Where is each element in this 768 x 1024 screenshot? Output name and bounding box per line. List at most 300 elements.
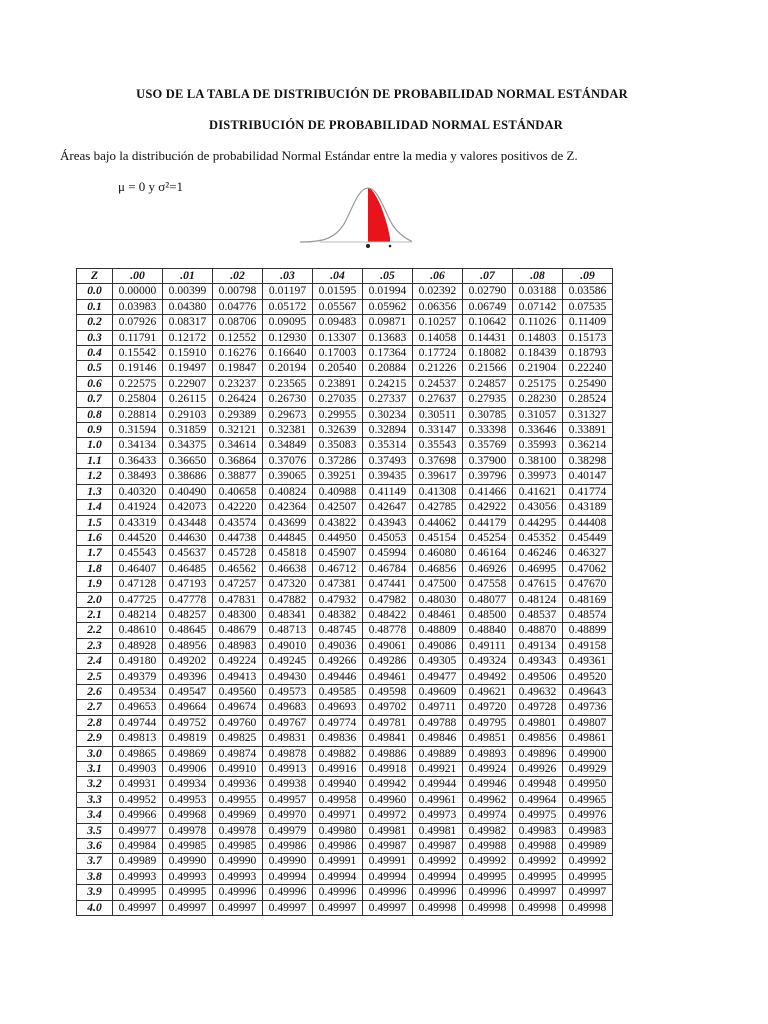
table-row: [77, 823, 613, 838]
probability-cell: 0.45907: [313, 546, 363, 561]
probability-cell: 0.31327: [563, 407, 613, 422]
probability-cell: 0.49910: [213, 762, 263, 777]
probability-cell: 0.49975: [513, 808, 563, 823]
probability-cell: 0.29389: [213, 407, 263, 422]
probability-cell: 0.35083: [313, 438, 363, 453]
probability-cell: 0.28230: [513, 392, 563, 407]
probability-cell: 0.40147: [563, 469, 613, 484]
probability-cell: 0.49720: [463, 700, 513, 715]
probability-cell: 0.49989: [113, 854, 163, 869]
probability-cell: 0.49936: [213, 777, 263, 792]
probability-cell: 0.32894: [363, 423, 413, 438]
column-header: .05: [363, 269, 413, 284]
probability-cell: 0.49036: [313, 638, 363, 653]
probability-cell: 0.45543: [113, 546, 163, 561]
probability-cell: 0.48300: [213, 607, 263, 622]
probability-cell: 0.49836: [313, 731, 363, 746]
probability-cell: 0.42507: [313, 500, 363, 515]
probability-cell: 0.49889: [413, 746, 463, 761]
probability-cell: 0.46246: [513, 546, 563, 561]
probability-cell: 0.49997: [263, 900, 313, 915]
probability-cell: 0.46080: [413, 546, 463, 561]
probability-cell: 0.19497: [163, 361, 213, 376]
probability-cell: 0.37698: [413, 453, 463, 468]
probability-cell: 0.23891: [313, 376, 363, 391]
z-value-cell: 3.4: [77, 808, 113, 823]
column-header: .04: [313, 269, 363, 284]
z-value-cell: 3.1: [77, 762, 113, 777]
probability-cell: 0.49997: [113, 900, 163, 915]
probability-cell: 0.21904: [513, 361, 563, 376]
probability-cell: 0.34375: [163, 438, 213, 453]
table-row: [77, 684, 613, 699]
probability-cell: 0.49970: [263, 808, 313, 823]
probability-cell: 0.49984: [113, 839, 163, 854]
probability-cell: 0.29103: [163, 407, 213, 422]
probability-cell: 0.49869: [163, 746, 213, 761]
table-row: [77, 299, 613, 314]
table-row: [77, 407, 613, 422]
table-row: [77, 715, 613, 730]
probability-cell: 0.49996: [413, 885, 463, 900]
probability-cell: 0.49995: [113, 885, 163, 900]
table-row: [77, 500, 613, 515]
probability-cell: 0.49996: [363, 885, 413, 900]
probability-cell: 0.49994: [363, 869, 413, 884]
probability-cell: 0.46638: [263, 561, 313, 576]
probability-cell: 0.48537: [513, 607, 563, 622]
probability-cell: 0.49324: [463, 654, 513, 669]
probability-cell: 0.18439: [513, 346, 563, 361]
probability-cell: 0.37900: [463, 453, 513, 468]
probability-cell: 0.49711: [413, 700, 463, 715]
probability-cell: 0.49946: [463, 777, 513, 792]
probability-cell: 0.49987: [413, 839, 463, 854]
probability-cell: 0.49991: [313, 854, 363, 869]
probability-cell: 0.49985: [213, 839, 263, 854]
probability-cell: 0.42785: [413, 500, 463, 515]
probability-cell: 0.45254: [463, 530, 513, 545]
probability-cell: 0.43943: [363, 515, 413, 530]
z-value-cell: 3.0: [77, 746, 113, 761]
probability-cell: 0.31859: [163, 423, 213, 438]
z-value-cell: 0.4: [77, 346, 113, 361]
probability-cell: 0.48610: [113, 623, 163, 638]
probability-cell: 0.07535: [563, 299, 613, 314]
probability-cell: 0.08706: [213, 315, 263, 330]
table-body: [77, 284, 613, 916]
probability-cell: 0.43448: [163, 515, 213, 530]
probability-cell: 0.48870: [513, 623, 563, 638]
probability-cell: 0.49968: [163, 808, 213, 823]
z-value-cell: 2.6: [77, 684, 113, 699]
table-row: [77, 453, 613, 468]
table-row: [77, 561, 613, 576]
probability-cell: 0.49966: [113, 808, 163, 823]
probability-cell: 0.24215: [363, 376, 413, 391]
probability-cell: 0.15542: [113, 346, 163, 361]
z-value-cell: 1.4: [77, 500, 113, 515]
table-row: [77, 438, 613, 453]
probability-cell: 0.46856: [413, 561, 463, 576]
probability-cell: 0.47982: [363, 592, 413, 607]
table-row: [77, 376, 613, 391]
probability-cell: 0.49988: [513, 839, 563, 854]
probability-cell: 0.25490: [563, 376, 613, 391]
probability-cell: 0.49010: [263, 638, 313, 653]
table-row: [77, 284, 613, 299]
probability-cell: 0.47441: [363, 577, 413, 592]
probability-cell: 0.49774: [313, 715, 363, 730]
probability-cell: 0.47257: [213, 577, 263, 592]
probability-cell: 0.48809: [413, 623, 463, 638]
probability-cell: 0.49224: [213, 654, 263, 669]
probability-cell: 0.18082: [463, 346, 513, 361]
probability-cell: 0.38877: [213, 469, 263, 484]
probability-cell: 0.42922: [463, 500, 513, 515]
probability-cell: 0.38100: [513, 453, 563, 468]
probability-cell: 0.49788: [413, 715, 463, 730]
probability-cell: 0.14431: [463, 330, 513, 345]
probability-cell: 0.13307: [313, 330, 363, 345]
probability-cell: 0.49952: [113, 792, 163, 807]
z-value-cell: 2.3: [77, 638, 113, 653]
probability-cell: 0.49992: [463, 854, 513, 869]
probability-cell: 0.49969: [213, 808, 263, 823]
probability-cell: 0.49977: [113, 823, 163, 838]
bell-curve: [300, 188, 412, 242]
probability-cell: 0.49992: [413, 854, 463, 869]
probability-cell: 0.11409: [563, 315, 613, 330]
probability-cell: 0.49813: [113, 731, 163, 746]
probability-cell: 0.49940: [313, 777, 363, 792]
probability-cell: 0.49958: [313, 792, 363, 807]
probability-cell: 0.48679: [213, 623, 263, 638]
probability-cell: 0.49560: [213, 684, 263, 699]
probability-cell: 0.12172: [163, 330, 213, 345]
probability-cell: 0.44062: [413, 515, 463, 530]
intro-text: Áreas bajo la distribución de probabilidad Normal Estándar entre la media y valores positivos de Z.: [60, 148, 578, 163]
table-row: [77, 731, 613, 746]
probability-cell: 0.49955: [213, 792, 263, 807]
table-row: [77, 808, 613, 823]
probability-cell: 0.49609: [413, 684, 463, 699]
probability-cell: 0.11026: [513, 315, 563, 330]
z-value-cell: 1.8: [77, 561, 113, 576]
probability-cell: 0.49506: [513, 669, 563, 684]
probability-cell: 0.49896: [513, 746, 563, 761]
column-header-z: Z: [77, 269, 113, 284]
probability-cell: 0.41466: [463, 484, 513, 499]
document-title: USO DE LA TABLA DE DISTRIBUCIÓN DE PROBABILIDAD NORMAL ESTÁNDAR: [136, 87, 628, 101]
probability-cell: 0.38298: [563, 453, 613, 468]
probability-cell: 0.11791: [113, 330, 163, 345]
probability-cell: 0.00000: [113, 284, 163, 299]
probability-cell: 0.42073: [163, 500, 213, 515]
probability-cell: 0.49965: [563, 792, 613, 807]
probability-cell: 0.17003: [313, 346, 363, 361]
probability-cell: 0.46712: [313, 561, 363, 576]
probability-cell: 0.31057: [513, 407, 563, 422]
probability-cell: 0.48461: [413, 607, 463, 622]
probability-cell: 0.45352: [513, 530, 563, 545]
probability-cell: 0.43056: [513, 500, 563, 515]
probability-cell: 0.49841: [363, 731, 413, 746]
probability-cell: 0.49202: [163, 654, 213, 669]
z-value-cell: 1.1: [77, 453, 113, 468]
probability-cell: 0.49991: [363, 854, 413, 869]
z-value-cell: 3.9: [77, 885, 113, 900]
probability-cell: 0.39251: [313, 469, 363, 484]
probability-cell: 0.39065: [263, 469, 313, 484]
probability-cell: 0.25175: [513, 376, 563, 391]
table-row: [77, 607, 613, 622]
table-row: [77, 546, 613, 561]
probability-cell: 0.49180: [113, 654, 163, 669]
table-row: [77, 654, 613, 669]
probability-cell: 0.49461: [363, 669, 413, 684]
probability-cell: 0.49861: [563, 731, 613, 746]
probability-cell: 0.49990: [163, 854, 213, 869]
probability-cell: 0.35314: [363, 438, 413, 453]
probability-cell: 0.49807: [563, 715, 613, 730]
probability-cell: 0.02392: [413, 284, 463, 299]
z-value-cell: 1.2: [77, 469, 113, 484]
probability-cell: 0.49980: [313, 823, 363, 838]
probability-cell: 0.49286: [363, 654, 413, 669]
probability-cell: 0.04380: [163, 299, 213, 314]
probability-cell: 0.46562: [213, 561, 263, 576]
probability-cell: 0.49598: [363, 684, 413, 699]
probability-cell: 0.49702: [363, 700, 413, 715]
probability-cell: 0.47062: [563, 561, 613, 576]
probability-cell: 0.48745: [313, 623, 363, 638]
probability-cell: 0.49547: [163, 684, 213, 699]
probability-cell: 0.28524: [563, 392, 613, 407]
probability-cell: 0.49981: [363, 823, 413, 838]
probability-cell: 0.42220: [213, 500, 263, 515]
probability-cell: 0.48422: [363, 607, 413, 622]
probability-cell: 0.47193: [163, 577, 213, 592]
probability-cell: 0.47932: [313, 592, 363, 607]
probability-cell: 0.30785: [463, 407, 513, 422]
probability-cell: 0.48778: [363, 623, 413, 638]
z-value-cell: 2.2: [77, 623, 113, 638]
table-row: [77, 592, 613, 607]
probability-cell: 0.48214: [113, 607, 163, 622]
probability-cell: 0.37076: [263, 453, 313, 468]
table-row: [77, 484, 613, 499]
z-value-cell: 3.5: [77, 823, 113, 838]
probability-cell: 0.24537: [413, 376, 463, 391]
probability-cell: 0.49918: [363, 762, 413, 777]
probability-cell: 0.49134: [513, 638, 563, 653]
probability-cell: 0.45449: [563, 530, 613, 545]
probability-cell: 0.47778: [163, 592, 213, 607]
probability-cell: 0.45818: [263, 546, 313, 561]
probability-cell: 0.49995: [163, 885, 213, 900]
probability-cell: 0.27935: [463, 392, 513, 407]
probability-cell: 0.08317: [163, 315, 213, 330]
probability-cell: 0.33398: [463, 423, 513, 438]
probability-cell: 0.49989: [563, 839, 613, 854]
probability-cell: 0.49158: [563, 638, 613, 653]
probability-cell: 0.03586: [563, 284, 613, 299]
probability-cell: 0.49674: [213, 700, 263, 715]
probability-cell: 0.31594: [113, 423, 163, 438]
probability-cell: 0.49996: [213, 885, 263, 900]
probability-cell: 0.48382: [313, 607, 363, 622]
probability-cell: 0.49534: [113, 684, 163, 699]
probability-cell: 0.33646: [513, 423, 563, 438]
probability-cell: 0.44520: [113, 530, 163, 545]
probability-cell: 0.49520: [563, 669, 613, 684]
probability-cell: 0.49446: [313, 669, 363, 684]
table-row: [77, 469, 613, 484]
z-value-cell: 0.7: [77, 392, 113, 407]
table-row: [77, 346, 613, 361]
probability-cell: 0.49430: [263, 669, 313, 684]
z-value-cell: 0.1: [77, 299, 113, 314]
probability-cell: 0.26424: [213, 392, 263, 407]
probability-cell: 0.49998: [563, 900, 613, 915]
table-row: [77, 792, 613, 807]
probability-cell: 0.47320: [263, 577, 313, 592]
probability-cell: 0.49245: [263, 654, 313, 669]
probability-cell: 0.49998: [463, 900, 513, 915]
probability-cell: 0.49903: [113, 762, 163, 777]
z-value-cell: 2.8: [77, 715, 113, 730]
z-table: [76, 268, 613, 916]
probability-cell: 0.49998: [413, 900, 463, 915]
table-row: [77, 638, 613, 653]
normal-curve-figure: [300, 180, 412, 250]
probability-cell: 0.46995: [513, 561, 563, 576]
probability-cell: 0.44950: [313, 530, 363, 545]
probability-cell: 0.45053: [363, 530, 413, 545]
table-row: [77, 423, 613, 438]
probability-cell: 0.49988: [463, 839, 513, 854]
probability-cell: 0.49978: [163, 823, 213, 838]
probability-cell: 0.49573: [263, 684, 313, 699]
probability-cell: 0.48840: [463, 623, 513, 638]
probability-cell: 0.22240: [563, 361, 613, 376]
probability-cell: 0.30511: [413, 407, 463, 422]
probability-cell: 0.32381: [263, 423, 313, 438]
probability-cell: 0.19847: [213, 361, 263, 376]
probability-cell: 0.06749: [463, 299, 513, 314]
table-row: [77, 762, 613, 777]
probability-cell: 0.49985: [163, 839, 213, 854]
probability-cell: 0.01595: [313, 284, 363, 299]
probability-cell: 0.49305: [413, 654, 463, 669]
probability-cell: 0.48500: [463, 607, 513, 622]
z-value-cell: 1.0: [77, 438, 113, 453]
probability-cell: 0.10642: [463, 315, 513, 330]
column-header: .08: [513, 269, 563, 284]
probability-cell: 0.17724: [413, 346, 463, 361]
probability-cell: 0.13683: [363, 330, 413, 345]
probability-cell: 0.49728: [513, 700, 563, 715]
probability-cell: 0.49878: [263, 746, 313, 761]
probability-cell: 0.49992: [563, 854, 613, 869]
probability-cell: 0.07142: [513, 299, 563, 314]
probability-cell: 0.49971: [313, 808, 363, 823]
probability-cell: 0.49995: [463, 869, 513, 884]
probability-cell: 0.49990: [213, 854, 263, 869]
probability-cell: 0.49643: [563, 684, 613, 699]
probability-cell: 0.49938: [263, 777, 313, 792]
probability-cell: 0.49781: [363, 715, 413, 730]
probability-cell: 0.49111: [463, 638, 513, 653]
probability-cell: 0.48928: [113, 638, 163, 653]
probability-cell: 0.49926: [513, 762, 563, 777]
probability-cell: 0.48341: [263, 607, 313, 622]
probability-cell: 0.49994: [413, 869, 463, 884]
probability-cell: 0.41149: [363, 484, 413, 499]
probability-cell: 0.49995: [513, 869, 563, 884]
probability-cell: 0.49997: [363, 900, 413, 915]
column-header: .07: [463, 269, 513, 284]
probability-cell: 0.49974: [463, 808, 513, 823]
probability-cell: 0.49944: [413, 777, 463, 792]
z-value-cell: 3.2: [77, 777, 113, 792]
probability-cell: 0.20884: [363, 361, 413, 376]
table-row: [77, 869, 613, 884]
probability-cell: 0.49921: [413, 762, 463, 777]
probability-cell: 0.29673: [263, 407, 313, 422]
z-value-cell: 1.7: [77, 546, 113, 561]
table-row: [77, 515, 613, 530]
z-value-cell: 2.5: [77, 669, 113, 684]
probability-cell: 0.21226: [413, 361, 463, 376]
probability-cell: 0.47615: [513, 577, 563, 592]
probability-cell: 0.46164: [463, 546, 513, 561]
probability-cell: 0.29955: [313, 407, 363, 422]
probability-cell: 0.49913: [263, 762, 313, 777]
probability-cell: 0.43574: [213, 515, 263, 530]
probability-cell: 0.47128: [113, 577, 163, 592]
probability-cell: 0.42364: [263, 500, 313, 515]
probability-cell: 0.49976: [563, 808, 613, 823]
probability-cell: 0.49893: [463, 746, 513, 761]
z-value-cell: 2.0: [77, 592, 113, 607]
probability-cell: 0.44179: [463, 515, 513, 530]
probability-cell: 0.24857: [463, 376, 513, 391]
probability-cell: 0.36650: [163, 453, 213, 468]
column-header: .00: [113, 269, 163, 284]
probability-cell: 0.49982: [463, 823, 513, 838]
z-value-cell: 0.2: [77, 315, 113, 330]
probability-cell: 0.47670: [563, 577, 613, 592]
probability-cell: 0.48030: [413, 592, 463, 607]
shaded-area: [368, 188, 390, 242]
probability-cell: 0.44295: [513, 515, 563, 530]
probability-cell: 0.46485: [163, 561, 213, 576]
probability-cell: 0.49997: [213, 900, 263, 915]
probability-cell: 0.48645: [163, 623, 213, 638]
probability-cell: 0.37493: [363, 453, 413, 468]
probability-cell: 0.48956: [163, 638, 213, 653]
probability-cell: 0.36864: [213, 453, 263, 468]
probability-cell: 0.49413: [213, 669, 263, 684]
probability-cell: 0.06356: [413, 299, 463, 314]
probability-cell: 0.27637: [413, 392, 463, 407]
probability-cell: 0.40490: [163, 484, 213, 499]
probability-cell: 0.49997: [163, 900, 213, 915]
probability-cell: 0.01197: [263, 284, 313, 299]
z-marker: [389, 245, 392, 248]
